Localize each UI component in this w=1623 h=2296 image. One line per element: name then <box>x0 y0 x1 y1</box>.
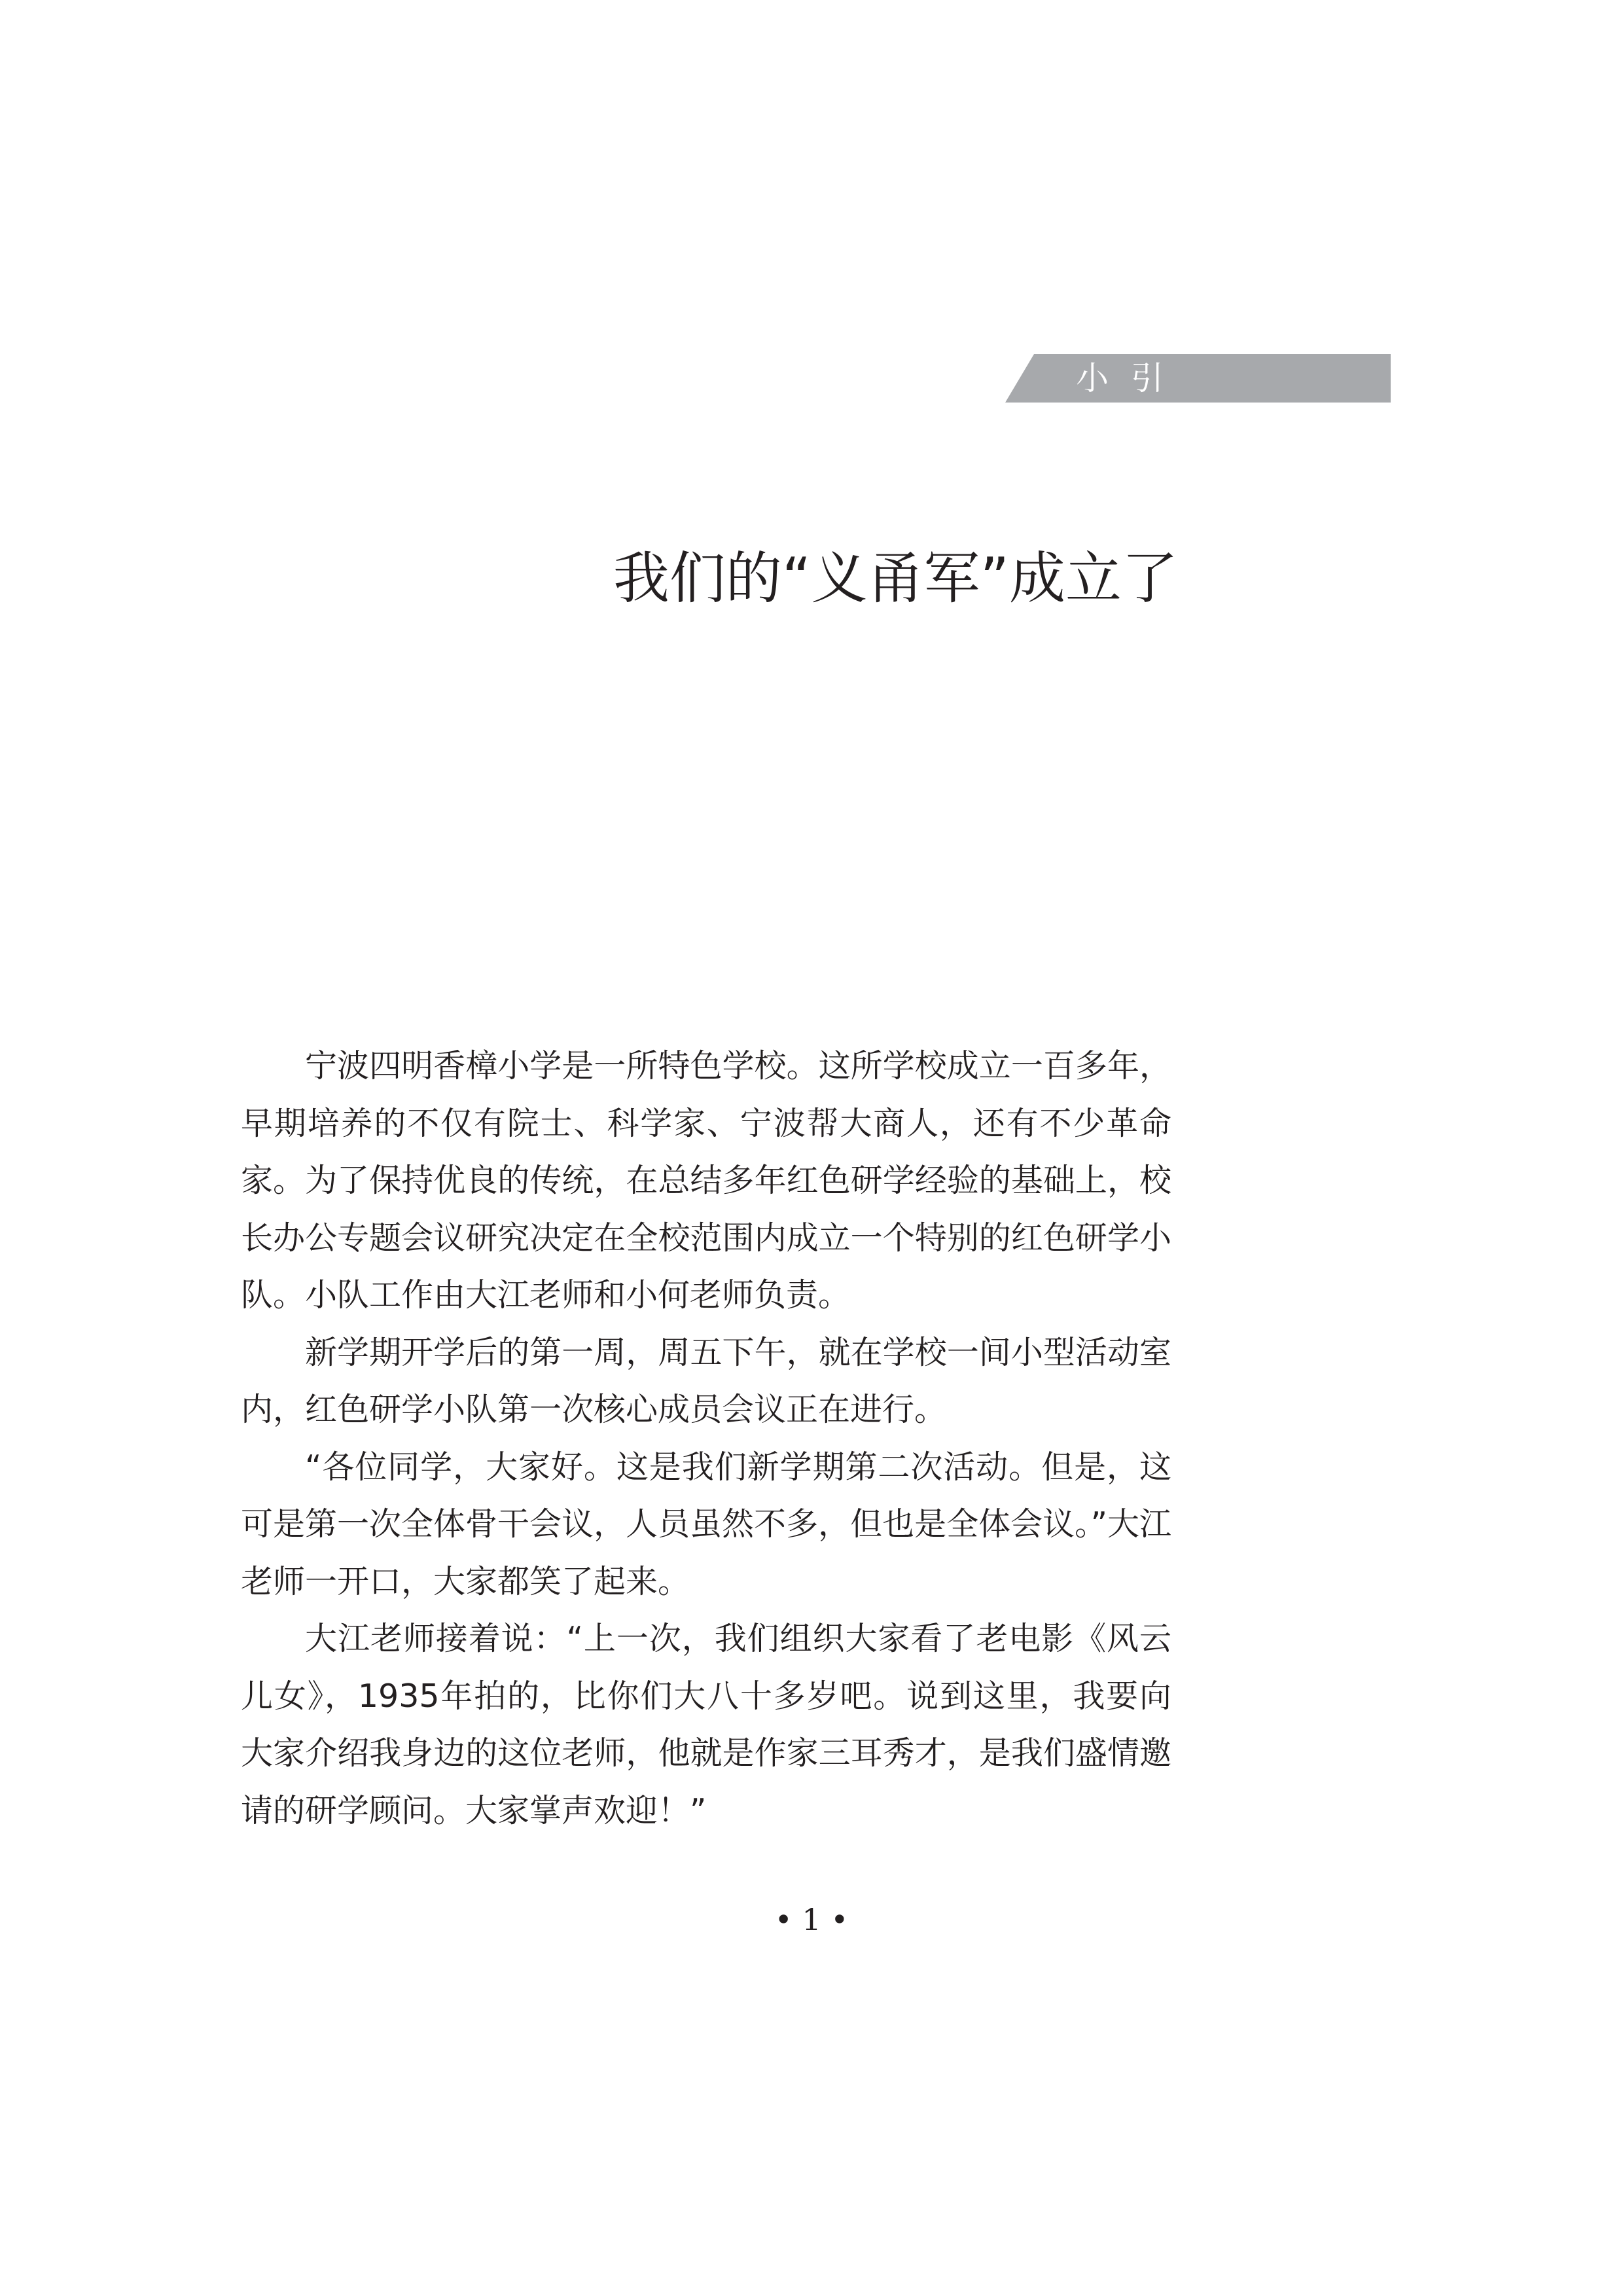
paragraph: 大江老师接着说：“上一次，我们组织大家看了老电影《风云儿女》，1935年拍的，比你们大八十多岁吧。说到这里，我要向大家介绍我身边的这位老师，他就是作家三耳秀才，是我们盛情邀请的研学顾问。大家掌声欢迎！” <box>241 1620 1171 1829</box>
paragraph: 宁波四明香樟小学是一所特色学校。这所学校成立一百多年，早期培养的不仅有院士、科学家、宁波帮大商人，还有不少革命家。为了保持优良的传统，在总结多年红色研学经验的基础上，校长办公专题会议研究决定在全校范围内成立一个特别的红色研学小队。小队工作由大江老师和小何老师负责。 <box>241 1047 1171 1314</box>
section-tab-shape <box>1005 354 1391 403</box>
page-number: • 1 • <box>774 1902 849 1937</box>
chapter-title: 我们的“义甬军”成立了 <box>613 546 1178 611</box>
paragraph: 新学期开学后的第一周，周五下午，就在学校一间小型活动室内，红色研学小队第一次核心成员会议正在进行。 <box>241 1333 1171 1428</box>
section-tab-label: 小引 <box>1076 359 1186 397</box>
body-text <box>241 1037 1171 1839</box>
section-tab <box>1005 354 1391 403</box>
paragraph: “各位同学，大家好。这是我们新学期第二次活动。但是，这可是第一次全体骨干会议，人员虽然不多，但也是全体会议。”大江老师一开口，大家都笑了起来。 <box>241 1448 1171 1600</box>
